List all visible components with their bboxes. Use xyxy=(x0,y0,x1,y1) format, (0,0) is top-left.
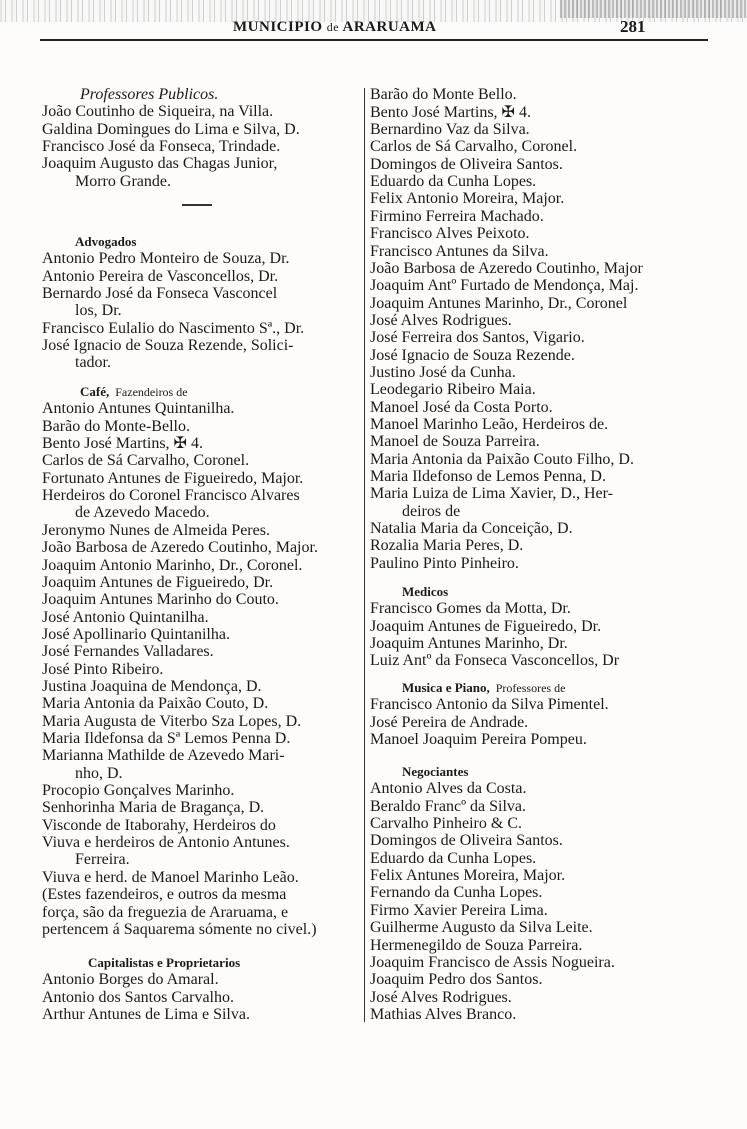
list-entry: Francisco José da Fonseca, Trindade. xyxy=(42,138,281,156)
list-entry: Bento José Martins, ✠ 4. xyxy=(370,103,531,121)
list-entry: Francisco Gomes da Motta, Dr. xyxy=(370,600,571,618)
list-entry: José Antonio Quintanilha. xyxy=(42,608,209,626)
section-heading xyxy=(402,679,565,697)
header-rule xyxy=(40,39,708,41)
list-entry: Justino José da Cunha. xyxy=(370,363,516,381)
running-title xyxy=(233,19,437,36)
title-word: de xyxy=(326,20,340,34)
list-entry: Fernando da Cunha Lopes. xyxy=(370,884,543,902)
page-number: 281 xyxy=(620,17,646,36)
list-entry: Bernardino Vaz da Silva. xyxy=(370,121,530,139)
heading-suffix: Professores de xyxy=(495,681,566,695)
list-entry: Arthur Antunes de Lima e Silva. xyxy=(42,1006,250,1024)
list-entry: Antonio dos Santos Carvalho. xyxy=(42,988,234,1006)
list-entry: Francisco Alves Peixoto. xyxy=(370,225,530,243)
list-entry-continuation: Ferreira. xyxy=(75,851,130,869)
list-entry: Fortunato Antunes de Figueiredo, Major. xyxy=(42,469,304,487)
list-entry: Joaquim Francisco de Assis Nogueira. xyxy=(370,953,615,971)
list-entry: José Ferreira dos Santos, Vigario. xyxy=(370,329,585,347)
list-entry: Procopio Gonçalves Marinho. xyxy=(42,782,235,800)
list-entry: Manoel de Souza Parreira. xyxy=(370,433,540,451)
section-divider xyxy=(182,204,212,206)
heading-text: Professores Publicos. xyxy=(80,86,219,103)
list-entry: pertencem á Saquarema sómente no civel.) xyxy=(42,920,317,938)
column-divider xyxy=(364,88,365,1022)
list-entry: Antonio Antunes Quintanilha. xyxy=(42,400,235,418)
heading-text: Medicos xyxy=(402,584,449,599)
list-entry-continuation: de Azevedo Macedo. xyxy=(75,504,210,522)
list-entry-continuation: Morro Grande. xyxy=(75,172,171,190)
list-entry: Manoel Marinho Leão, Herdeiros de. xyxy=(370,416,609,433)
list-entry: Antonio Pedro Monteiro de Souza, Dr. xyxy=(42,250,290,268)
list-entry: Senhorinha Maria de Bragança, D. xyxy=(42,799,265,817)
list-entry: Manoel Joaquim Pereira Pompeu. xyxy=(370,731,587,749)
list-entry: José Alves Rodrigues. xyxy=(370,311,512,329)
list-entry: força, são da freguezia de Araruama, e xyxy=(42,903,289,921)
list-entry: Bernardo José da Fonseca Vasconcel xyxy=(42,285,278,303)
list-entry: Maria Antonia da Paixão Couto Filho, D. xyxy=(370,450,634,468)
list-entry: José Pinto Ribeiro. xyxy=(42,660,164,678)
scan-noise xyxy=(560,0,747,18)
list-entry-continuation: nho, D. xyxy=(75,764,123,782)
title-word: ARARUAMA xyxy=(342,19,437,35)
section-heading xyxy=(80,383,188,401)
heading-text: Negociantes xyxy=(402,764,469,779)
list-entry: Domingos de Oliveira Santos. xyxy=(370,832,563,850)
list-entry: Joaquim Antonio Marinho, Dr., Coronel. xyxy=(42,556,303,574)
section-heading xyxy=(88,954,240,971)
list-entry: Maria Augusta de Viterbo Sza Lopes, D. xyxy=(42,712,302,730)
list-entry: Domingos de Oliveira Santos. xyxy=(370,155,563,173)
list-entry: Francisco Antonio da Silva Pimentel. xyxy=(370,696,609,714)
list-entry: Guilherme Augusto da Silva Leite. xyxy=(370,919,593,937)
list-entry: José Apollinario Quintanilha. xyxy=(42,625,230,643)
list-entry: Natalia Maria da Conceição, D. xyxy=(370,520,573,538)
list-entry: Manoel José da Costa Porto. xyxy=(370,398,553,416)
list-entry: Herdeiros do Coronel Francisco Alvares xyxy=(42,487,300,505)
list-entry: José Fernandes Valladares. xyxy=(42,643,214,661)
list-entry: Mathias Alves Branco. xyxy=(370,1005,517,1023)
section-heading xyxy=(75,233,136,250)
heading-text: Advogados xyxy=(75,234,137,249)
title-word: MUNICIPIO xyxy=(233,19,323,35)
list-entry: Maria Ildefonso de Lemos Penna, D. xyxy=(370,468,606,486)
list-entry: José Pereira de Andrade. xyxy=(370,713,529,731)
list-entry: Joaquim Pedro dos Santos. xyxy=(370,971,543,989)
list-entry: Joaquim Antunes Marinho, Dr. xyxy=(370,635,568,653)
list-entry: Firmino Ferreira Machado. xyxy=(370,207,544,225)
list-entry: Antonio Alves da Costa. xyxy=(370,780,527,798)
list-entry: Viuva e herdeiros de Antonio Antunes. xyxy=(42,834,290,852)
list-entry: Joaquim Antunes de Figueiredo, Dr. xyxy=(42,573,274,591)
list-entry: Beraldo Francº da Silva. xyxy=(370,797,527,815)
list-entry: Antonio Borges do Amaral. xyxy=(42,971,219,989)
list-entry: Carlos de Sá Carvalho, Coronel. xyxy=(42,452,250,470)
list-entry: Bento José Martins, ✠ 4. xyxy=(42,435,203,453)
section-heading xyxy=(80,86,218,103)
list-entry: Carlos de Sá Carvalho, Coronel. xyxy=(370,138,578,156)
list-entry: Viuva e herd. de Manoel Marinho Leão. xyxy=(42,868,299,886)
list-entry: José Ignacio de Souza Rezende. xyxy=(370,346,575,364)
list-entry: Paulino Pinto Pinheiro. xyxy=(370,554,519,572)
heading-text: Musica e Piano, xyxy=(402,680,490,695)
list-entry: Hermenegildo de Souza Parreira. xyxy=(370,936,583,954)
list-entry: Antonio Pereira de Vasconcellos, Dr. xyxy=(42,267,279,285)
list-entry: Joaquim Antunes Marinho, Dr., Coronel xyxy=(370,294,628,312)
list-entry: Maria Luiza de Lima Xavier, D., Her- xyxy=(370,485,613,503)
list-entry: Barão do Monte-Bello. xyxy=(42,417,190,435)
list-entry: Felix Antonio Moreira, Major. xyxy=(370,190,565,208)
list-entry: Leodegario Ribeiro Maia. xyxy=(370,381,536,399)
list-entry: José Ignacio de Souza Rezende, Solici- xyxy=(42,337,294,355)
list-entry: Joaquim Antº Furtado de Mendonça, Maj. xyxy=(370,277,639,295)
list-entry: Francisco Eulalio do Nascimento Sª., Dr. xyxy=(42,319,305,337)
list-entry: Eduardo da Cunha Lopes. xyxy=(370,173,537,191)
list-entry: Luiz Antº da Fonseca Vasconcellos, Dr xyxy=(370,652,620,670)
list-entry: João Coutinho de Siqueira, na Villa. xyxy=(42,103,274,121)
list-entry: José Alves Rodrigues. xyxy=(370,988,512,1006)
list-entry: (Estes fazendeiros, e outros da mesma xyxy=(42,886,287,904)
list-entry: Eduardo da Cunha Lopes. xyxy=(370,849,537,867)
list-entry: Francisco Antunes da Silva. xyxy=(370,242,549,260)
heading-text: Capitalistas e Proprietarios xyxy=(88,955,241,970)
list-entry: Joaquim Antunes Marinho do Couto. xyxy=(42,591,279,609)
list-entry-continuation: deiros de xyxy=(402,502,461,520)
list-entry: Jeronymo Nunes de Almeida Peres. xyxy=(42,521,270,539)
section-heading xyxy=(402,583,448,600)
list-entry: Marianna Mathilde de Azevedo Mari- xyxy=(42,747,285,765)
list-entry: Felix Antunes Moreira, Major. xyxy=(370,867,566,885)
heading-text: Café, xyxy=(80,384,110,399)
list-entry: Maria Antonia da Paixão Couto, D. xyxy=(42,695,269,713)
list-entry: Justina Joaquina de Mendonça, D. xyxy=(42,677,262,695)
list-entry: Joaquim Antunes de Figueiredo, Dr. xyxy=(370,617,602,635)
list-entry: Visconde de Itaborahy, Herdeiros do xyxy=(42,816,276,834)
list-entry: Galdina Domingues do Lima e Silva, D. xyxy=(42,120,300,138)
list-entry-continuation: tador. xyxy=(75,354,111,372)
section-heading xyxy=(402,763,468,780)
heading-suffix: Fazendeiros de xyxy=(115,385,188,399)
list-entry: Firmo Xavier Pereira Lima. xyxy=(370,901,548,919)
list-entry: João Barbosa de Azeredo Coutinho, Major. xyxy=(42,539,318,557)
list-entry: Carvalho Pinheiro & C. xyxy=(370,815,522,833)
list-entry-continuation: los, Dr. xyxy=(75,302,122,320)
list-entry: Joaquim Augusto das Chagas Junior, xyxy=(42,155,278,173)
list-entry: Maria Ildefonsa da Sª Lemos Penna D. xyxy=(42,730,291,747)
list-entry: Rozalia Maria Peres, D. xyxy=(370,537,524,555)
list-entry: João Barbosa de Azeredo Coutinho, Major xyxy=(370,259,643,277)
list-entry: Barão do Monte Bello. xyxy=(370,86,517,104)
